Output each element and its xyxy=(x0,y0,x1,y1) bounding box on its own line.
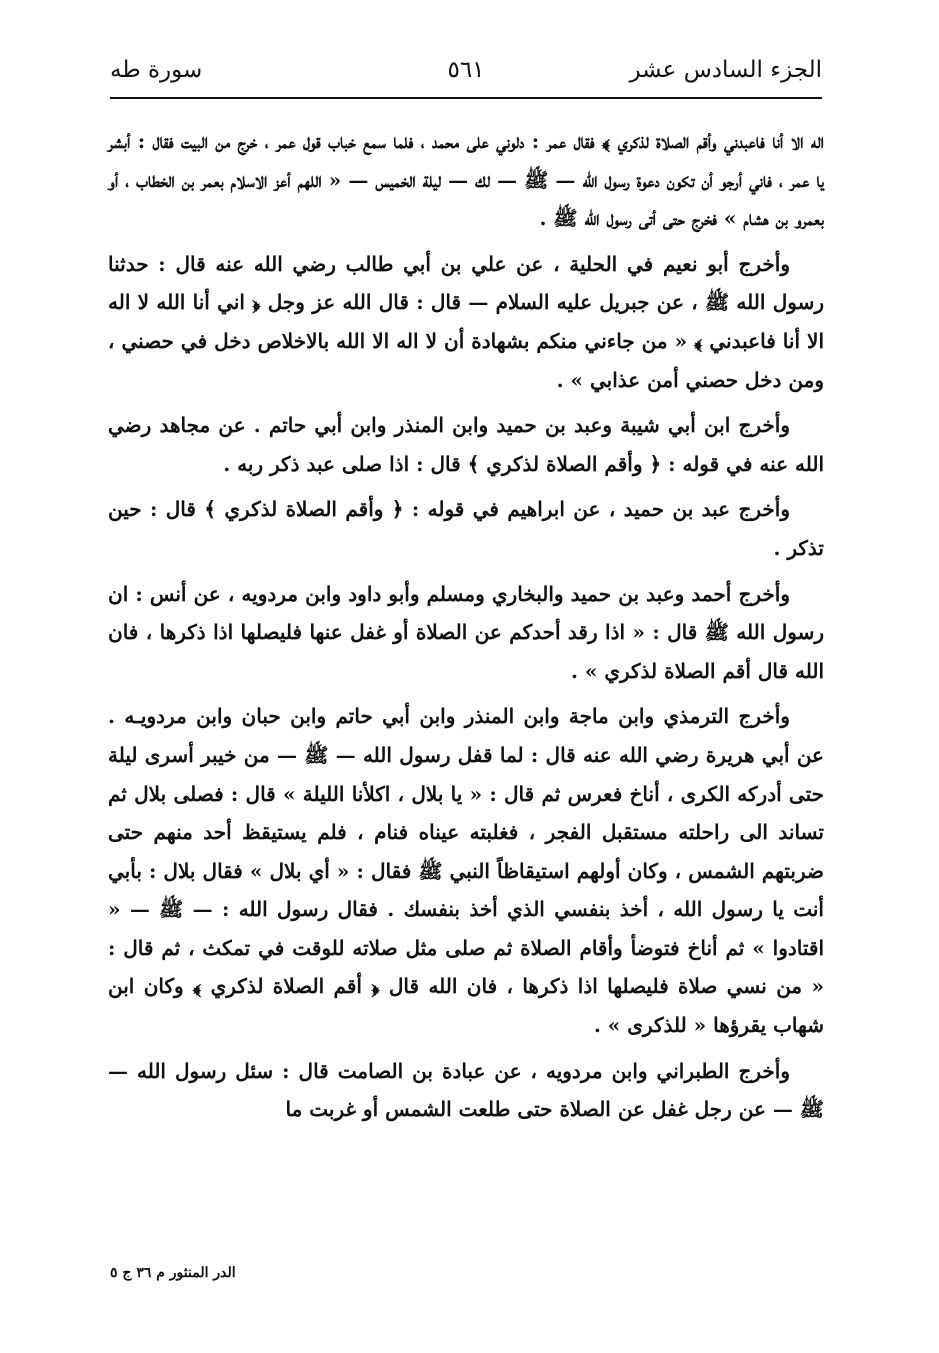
part-title: الجزء السادس عشر xyxy=(629,57,822,83)
paragraph: اله الا أنا فاعبدني وأقم الصلاة لذكري ﴾ فقال عمر : دلوني على محمد ، فلما سمع خباب قول عمر ، خرج من البيت فقال : أبشر يا عمر ، فاني أرجو أن تكون دعوة رسول الله — ﷺ — لك — ليلة الخميس — « اللهم أعز الاسلام بعمر بن الخطاب ، أو بعمرو بن هشام » فخرج حتى أتى رسول الله ﷺ . xyxy=(108,129,824,231)
paragraph: وأخرج أحمد وعبد بن حميد والبخاري ومسلم وأبو داود وابن مردويه ، عن أنس : ان رسول الله ﷺ قال : « اذا رقد أحدكم عن الصلاة أو غفل عنها فليصلها اذا ذكرها ، فان الله قال أقم الصلاة لذكري » . xyxy=(108,581,824,683)
body-text xyxy=(108,122,824,1136)
header-divider xyxy=(110,97,822,99)
footer-signature: الدر المنثور م ٣٦ ج ٥ xyxy=(110,1265,236,1281)
surah-title: سورة طه xyxy=(110,57,203,83)
page-header xyxy=(110,52,822,92)
paragraph: وأخرج الطبراني وابن مردويه ، عن عبادة بن الصامت قال : سئل رسول الله — ﷺ — عن رجل غفل عن الصلاة حتى طلعت الشمس أو غربت ما xyxy=(108,1058,824,1122)
paragraph: وأخرج أبو نعيم في الحلية ، عن علي بن أبي طالب رضي الله عنه قال : حدثنا رسول الله ﷺ ، عن جبريل عليه السلام — قال : قال الله عز وجل ﴿ اني أنا الله لا اله الا أنا فاعبدني ﴾ « من جاءني منكم بشهادة أن لا اله الا الله بالاخلاص دخل في حصني ، ومن دخل حصني أمن عذابي » . xyxy=(108,251,824,392)
paragraph: وأخرج ابن أبي شيبة وعبد بن حميد وابن المنذر وابن أبي حاتم . عن مجاهد رضي الله عنه في قوله : ﴿ وأقم الصلاة لذكري ﴾ قال : اذا صلى عبد ذكر ربه . xyxy=(108,413,824,476)
paragraph: وأخرج عبد بن حميد ، عن ابراهيم في قوله : ﴿ وأقم الصلاة لذكري ﴾ قال : حين تذكر . xyxy=(108,497,824,560)
page-number: ٥٦١ xyxy=(447,57,485,83)
paragraph: وأخرج الترمذي وابن ماجة وابن المنذر وابن أبي حاتم وابن حبان وابن مردويـه . عن أبي هريرة رضي الله عنه قال : لما قفل رسول الله — ﷺ — من خيبر أسرى ليلة حتى أدركه الكرى ، أناخ فعرس ثم قال : « يا بلال ، اكلأنا الليلة » قال : فصلى بلال ثم تساند الى راحلته مستقبل الفجر ، فغلبته عيناه فنام ، فلم يستيقظ أحد منهم حتى ضربتهم الشمس ، وكان أولهم استيقاظاً النبي ﷺ فقال : « أي بلال » فقال بلال : بأبي أنت يا رسول الله ، أخذ بنفسي الذي أخذ بنفسك . فقال رسول الله : — ﷺ — « اقتادوا » ثم أناخ فتوضأ وأقام الصلاة ثم صلى مثل صلاته للوقت في تمكث ، ثم قال : « من نسي صلاة فليصلها اذا ذكرها ، فان الله قال ﴿ أقم الصلاة لذكري ﴾ وكان ابن شهاب يقرؤها « للذكرى » . xyxy=(108,704,824,1038)
